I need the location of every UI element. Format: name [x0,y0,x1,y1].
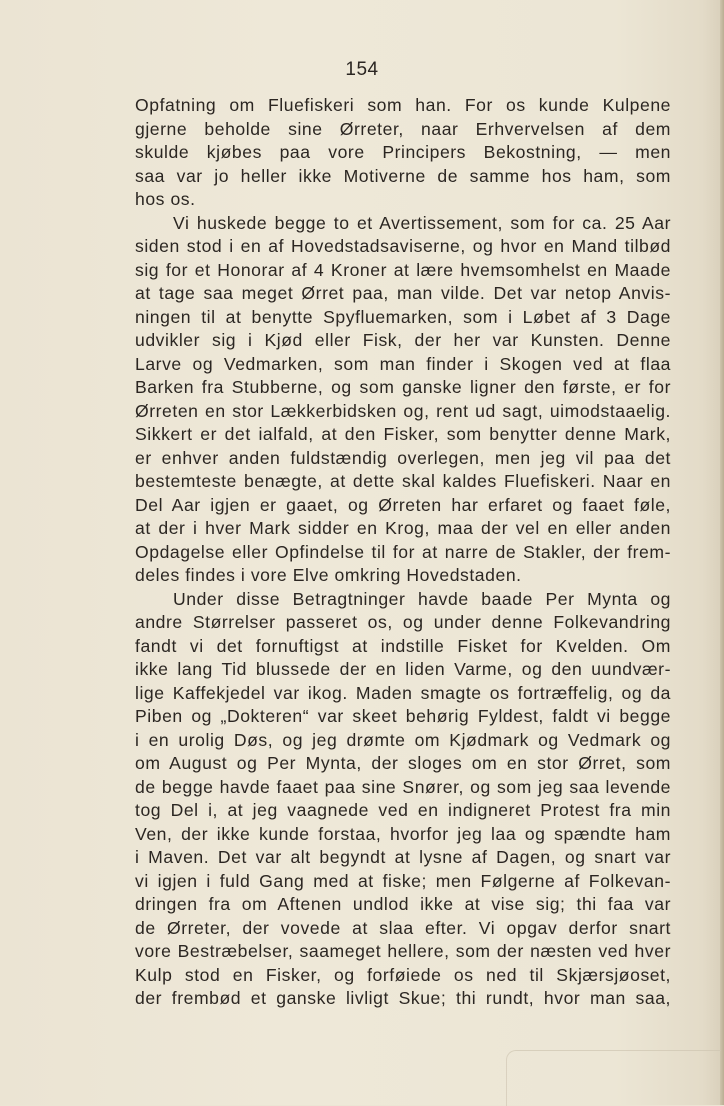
text-line: Opfatning om Fluefiskeri som han. For os kunde Kulpene [135,95,671,115]
text-line: at tage saa meget Ørret paa, man vilde. Det var netop Anvis- [135,283,671,303]
text-line: Larve og Vedmarken, som man finder i Skogen ved at flaa [135,353,671,374]
text-line: Vi huskede begge to et Avertissement, som for ca. 25 Aar [173,212,671,233]
text-line: gjerne beholde sine Ørreter, naar Erhvervelsen af dem [135,118,671,139]
text-line: Ven, der ikke kunde forstaa, hvorfor jeg laa og spændte ham [135,823,671,844]
text-line: Sikkert er det ialfald, at den Fisker, som benytter denne Mark, [135,424,671,444]
text-line: der frembød et ganske livligt Skue; thi rundt, hvor man saa, [135,988,671,1008]
text-line: dringen fra om Aftenen undlod ikke at vise sig; thi faa var [135,894,671,914]
text-line: skulde kjøbes paa vore Principers Bekostning, — men [135,142,671,162]
text-line: andre Størrelser passeret os, og under denne Folkevandring [135,612,671,632]
text-line: fandt vi det fornuftigst at indstille Fisket for Kvelden. Om [135,635,671,656]
text-line: Ørreten en stor Lækkerbidsken og, rent ud sagt, uimodstaaelig. [135,400,671,421]
text-line: udvikler sig i Kjød eller Fisk, der her var Kunsten. Denne [135,330,671,350]
page-corner-crease [506,1050,721,1106]
text-line: deles findes i vore Elve omkring Hovedstaden. [135,565,522,585]
text-line: at der i hver Mark sidder en Krog, maa der vel en eller anden [135,518,671,538]
text-line: siden stod i en af Hovedstadsaviserne, og hvor en Mand tilbød [135,236,671,256]
text-line: lige Kaffekjedel var ikog. Maden smagte os fortræffelig, og da [135,682,671,703]
text-line: Under disse Betragtninger havde baade Per Mynta og [173,588,671,609]
text-line: ikke lang Tid blussede der en liden Varme, og den uundvær- [135,659,671,679]
page-edge-shadow [720,0,724,1105]
text-line: er enhver anden fuldstændig overlegen, men jeg vil paa det [135,447,671,468]
text-line: Kulp stod en Fisker, og forføiede os ned til Skjærsjøoset, [135,964,671,985]
text-line: om August og Per Mynta, der sloges om en stor Ørret, som [135,753,671,773]
text-line: i en urolig Døs, og jeg drømte om Kjødmark og Vedmark og [135,729,671,750]
text-line: Piben og „Dokteren“ var skeet behørig Fyldest, faldt vi begge [135,706,671,726]
text-line: sig for et Honorar af 4 Kroner at lære hvemsomhelst en Maade [135,259,671,280]
text-line: de Ørreter, der vovede at slaa efter. Vi opgav derfor snart [135,917,671,938]
text-line: Opdagelse eller Opfindelse til for at narre de Stakler, der frem- [135,541,671,562]
text-line: vi igjen i fuld Gang med at fiske; men Følgerne af Folkevan- [135,870,671,891]
text-line: bestemteste benægte, at dette skal kaldes Fluefiskeri. Naar en [135,471,671,491]
text-line: saa var jo heller ikke Motiverne de samme hos ham, som [135,165,671,186]
text-line: Barken fra Stubberne, og som ganske ligner den første, er for [135,377,671,397]
text-line: de begge havde faaet paa sine Snører, og som jeg saa levende [135,776,671,797]
text-line: vore Bestræbelser, saameget hellere, som der næsten ved hver [135,941,671,961]
page-number: 154 [345,59,379,80]
text-line: Del Aar igjen er gaaet, og Ørreten har erfaret og faaet føle, [135,494,671,515]
text-line: ningen til at benytte Spyfluemarken, som i Løbet af 3 Dage [135,306,671,327]
text-line: hos os. [135,189,196,209]
body-text [135,94,671,1011]
text-line: i Maven. Det var alt begyndt at lysne af Dagen, og snart var [135,847,671,867]
text-line: tog Del i, at jeg vaagnede ved en indigneret Protest fra min [135,800,671,820]
